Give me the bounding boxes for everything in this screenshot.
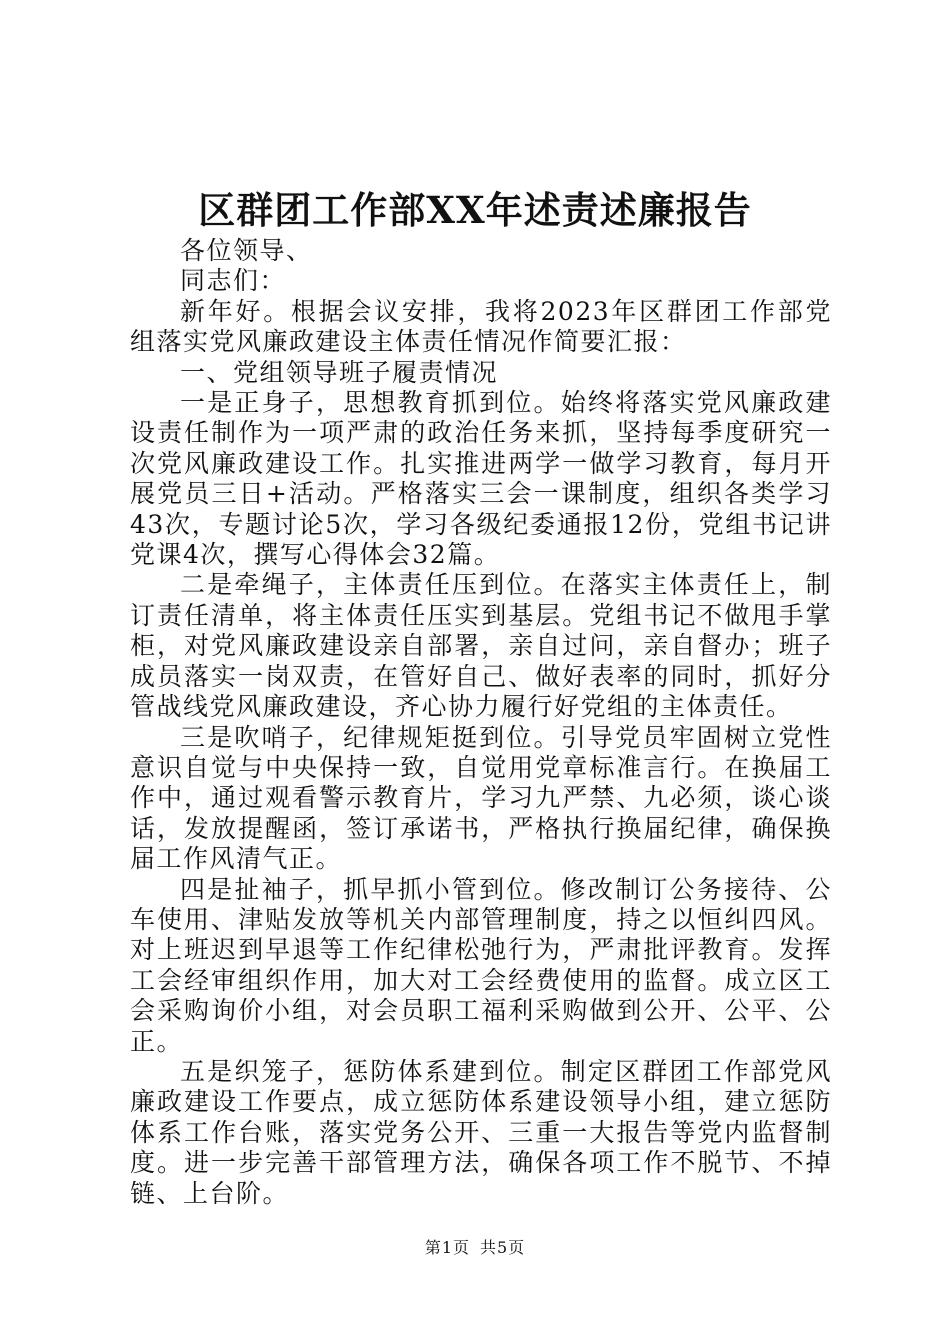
salutation-comrades: 同志们：	[180, 266, 287, 296]
page-number-total: 共5页	[480, 1238, 526, 1257]
paragraph-item-1: 一是正身子，思想教育抓到位。始终将落实党风廉政建设责任制作为一项严肃的政治任务来抓，坚持每季度研究一次党风廉政建设工作。扎实推进两学一做学习教育，每月开展党员三日+活动。严格落实三会一课制度，组织各类学习43次，专题讨论5次，学习各级纪委通报12份，党组书记讲党课4次，撰写心得体会32篇。	[130, 388, 832, 570]
paragraph-item-4: 四是扯袖子，抓早抓小管到位。修改制订公务接待、公车使用、津贴发放等机关内部管理制度，持之以恒纠四风。对上班迟到早退等工作纪律松弛行为，严肃批评教育。发挥工会经审组织作用，加大对工会经费使用的监督。成立区工会采购询价小组，对会员职工福利采购做到公开、公平、公正。	[130, 874, 832, 1056]
document-body	[130, 236, 832, 1209]
paragraph-item-2: 二是牵绳子，主体责任压到位。在落实主体责任上，制订责任清单，将主体责任压实到基层。党组书记不做甩手掌柜，对党风廉政建设亲自部署，亲自过问，亲自督办；班子成员落实一岗双责，在管好自己、做好表率的同时，抓好分管战线党风廉政建设，齐心协力履行好党组的主体责任。	[130, 570, 832, 722]
document-title: 区群团工作部XX年述责述廉报告	[198, 188, 752, 232]
intro-paragraph: 新年好。根据会议安排，我将2023年区群团工作部党组落实党风廉政建设主体责任情况作简要汇报：	[130, 296, 832, 357]
paragraph-item-3: 三是吹哨子，纪律规矩挺到位。引导党员牢固树立党性意识自觉与中央保持一致，自觉用党章标准言行。在换届工作中，通过观看警示教育片，学习九严禁、九必须，谈心谈话，发放提醒函，签订承诺书，严格执行换届纪律，确保换届工作风清气正。	[130, 722, 832, 874]
page-number-current: 第1页	[424, 1238, 470, 1257]
section-heading: 一、党组领导班子履责情况	[180, 357, 499, 387]
page-footer	[0, 1238, 950, 1258]
paragraph-item-5: 五是织笼子，惩防体系建到位。制定区群团工作部党风廉政建设工作要点，成立惩防体系建设领导小组，建立惩防体系工作台账，落实党务公开、三重一大报告等党内监督制度。进一步完善干部管理方法，确保各项工作不脱节、不掉链、上台阶。	[130, 1056, 832, 1208]
salutation-leaders: 各位领导、	[180, 236, 313, 265]
